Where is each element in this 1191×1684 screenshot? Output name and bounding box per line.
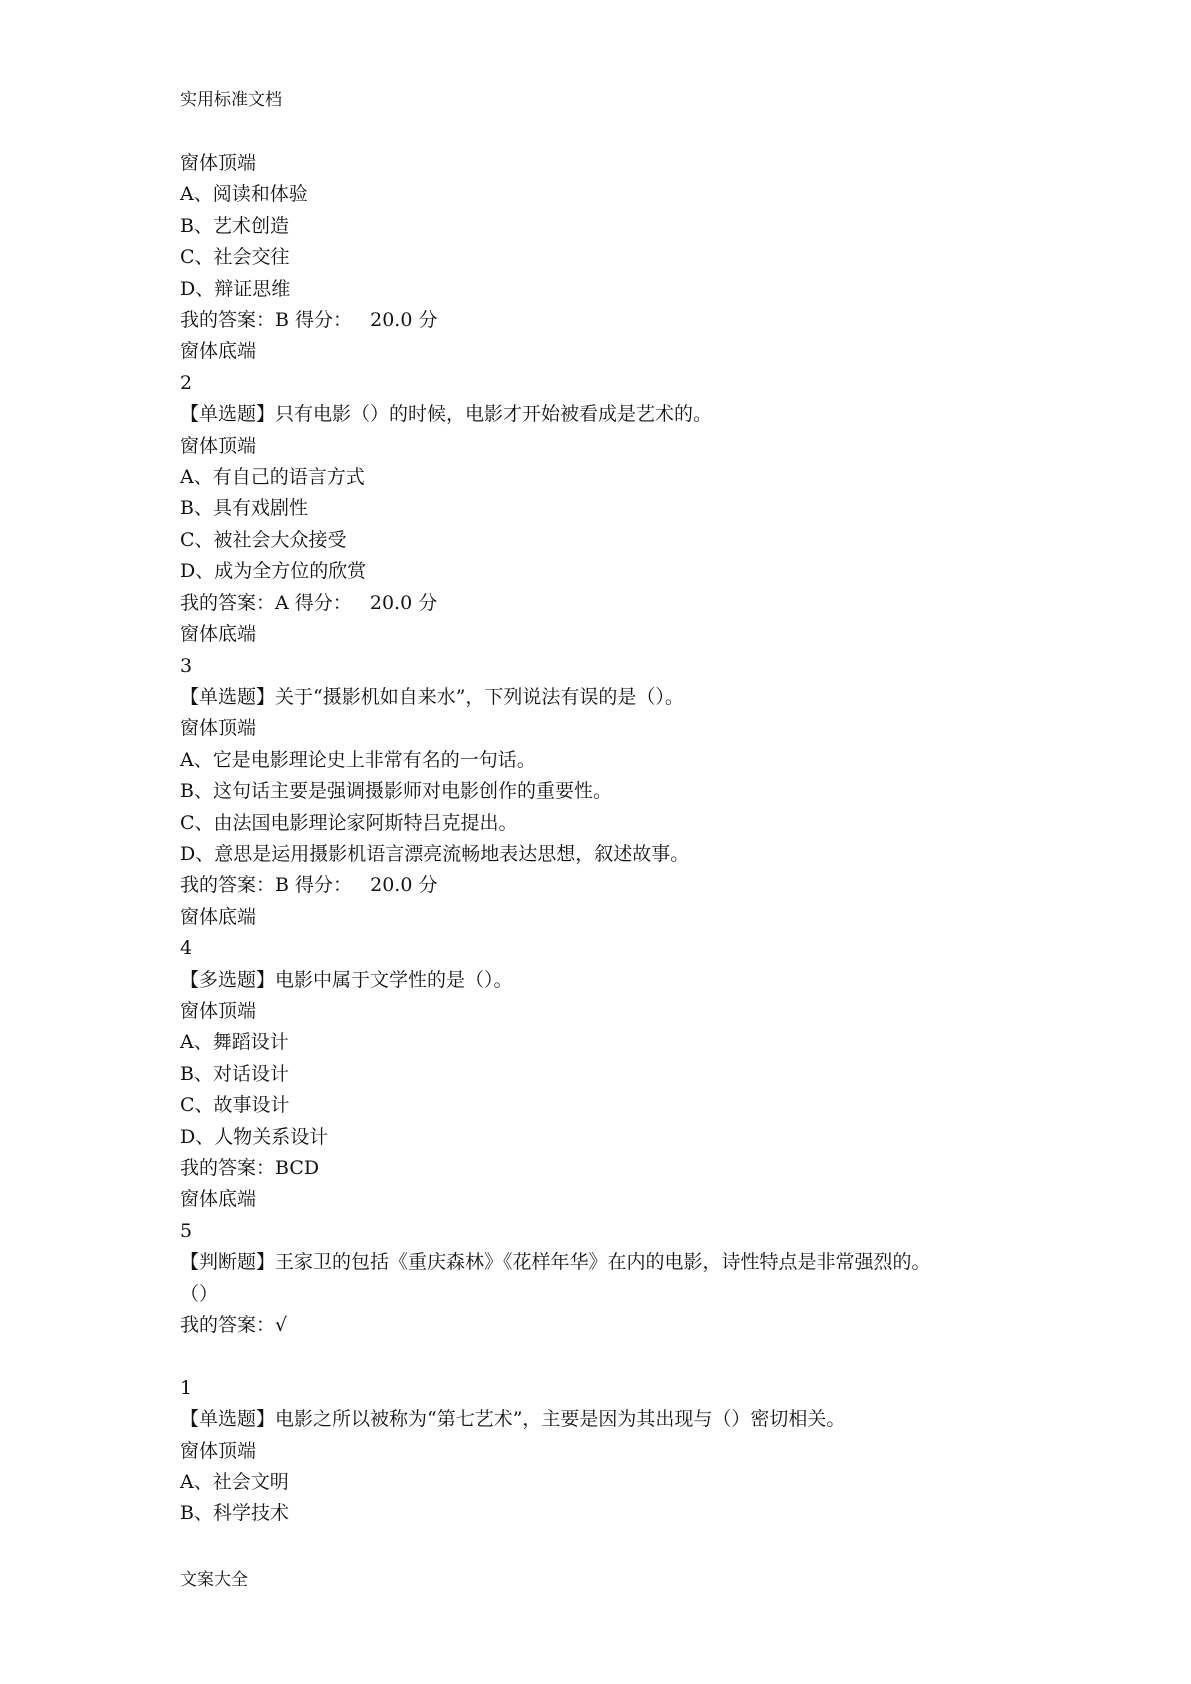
page-header: 实用标准文档 <box>180 90 282 110</box>
my-answer: 我的答案：B 得分： 20.0 分 <box>180 309 438 332</box>
option-b: B、对话设计 <box>180 1062 289 1085</box>
form-top-marker: 窗体顶端 <box>180 999 257 1022</box>
question-number: 1 <box>180 1376 193 1399</box>
option-c: C、被社会大众接受 <box>180 528 347 551</box>
form-top-marker: 窗体顶端 <box>180 434 257 457</box>
option-b: B、具有戏剧性 <box>180 497 308 520</box>
option-c: C、由法国电影理论家阿斯特吕克提出。 <box>180 811 518 834</box>
question-number: 3 <box>180 654 193 677</box>
question-number: 5 <box>180 1219 193 1242</box>
option-b: B、这句话主要是强调摄影师对电影创作的重要性。 <box>180 780 612 803</box>
option-d: D、人物关系设计 <box>180 1125 329 1148</box>
option-a: A、有自己的语言方式 <box>180 466 365 489</box>
option-a: A、它是电影理论史上非常有名的一句话。 <box>180 748 536 771</box>
my-answer: 我的答案：B 得分： 20.0 分 <box>180 874 438 897</box>
question-text: 【单选题】电影之所以被称为“第七艺术”，主要是因为其出现与（）密切相关。 <box>180 1408 846 1431</box>
option-a: A、社会文明 <box>180 1471 289 1494</box>
option-d: D、成为全方位的欣赏 <box>180 560 367 583</box>
my-answer: 我的答案：BCD <box>180 1157 320 1179</box>
form-top-marker: 窗体顶端 <box>180 1439 257 1462</box>
document-body <box>180 148 1060 1530</box>
form-bottom-marker: 窗体底端 <box>180 623 257 646</box>
my-answer: 我的答案：√ <box>180 1314 288 1337</box>
option-d: D、辩证思维 <box>180 277 291 300</box>
form-bottom-marker: 窗体底端 <box>180 905 257 928</box>
question-text: 【判断题】王家卫的包括《重庆森林》《花样年华》在内的电影，诗性特点是非常强烈的。 <box>180 1251 931 1274</box>
form-bottom-marker: 窗体底端 <box>180 1188 257 1211</box>
option-b: B、科学技术 <box>180 1502 289 1525</box>
option-a: A、阅读和体验 <box>180 183 308 206</box>
blank-line <box>180 1341 1060 1372</box>
question-text-continued: （） <box>180 1282 219 1305</box>
question-number: 2 <box>180 371 193 394</box>
option-c: C、社会交往 <box>180 246 290 269</box>
form-bottom-marker: 窗体底端 <box>180 340 257 363</box>
question-text: 【多选题】电影中属于文学性的是（）。 <box>180 968 513 991</box>
question-number: 4 <box>180 937 193 960</box>
question-text: 【单选题】只有电影（）的时候，电影才开始被看成是艺术的。 <box>180 403 713 426</box>
question-text: 【单选题】关于“摄影机如自来水”，下列说法有误的是（）。 <box>180 685 684 708</box>
form-top-marker: 窗体顶端 <box>180 717 257 740</box>
option-d: D、意思是运用摄影机语言漂亮流畅地表达思想，叙述故事。 <box>180 842 690 865</box>
option-b: B、艺术创造 <box>180 214 289 237</box>
option-a: A、舞蹈设计 <box>180 1031 289 1054</box>
my-answer: 我的答案：A 得分： 20.0 分 <box>180 591 438 614</box>
form-top-marker: 窗体顶端 <box>180 152 257 174</box>
option-c: C、故事设计 <box>180 1094 290 1117</box>
page-footer: 文案大全 <box>180 1570 248 1590</box>
